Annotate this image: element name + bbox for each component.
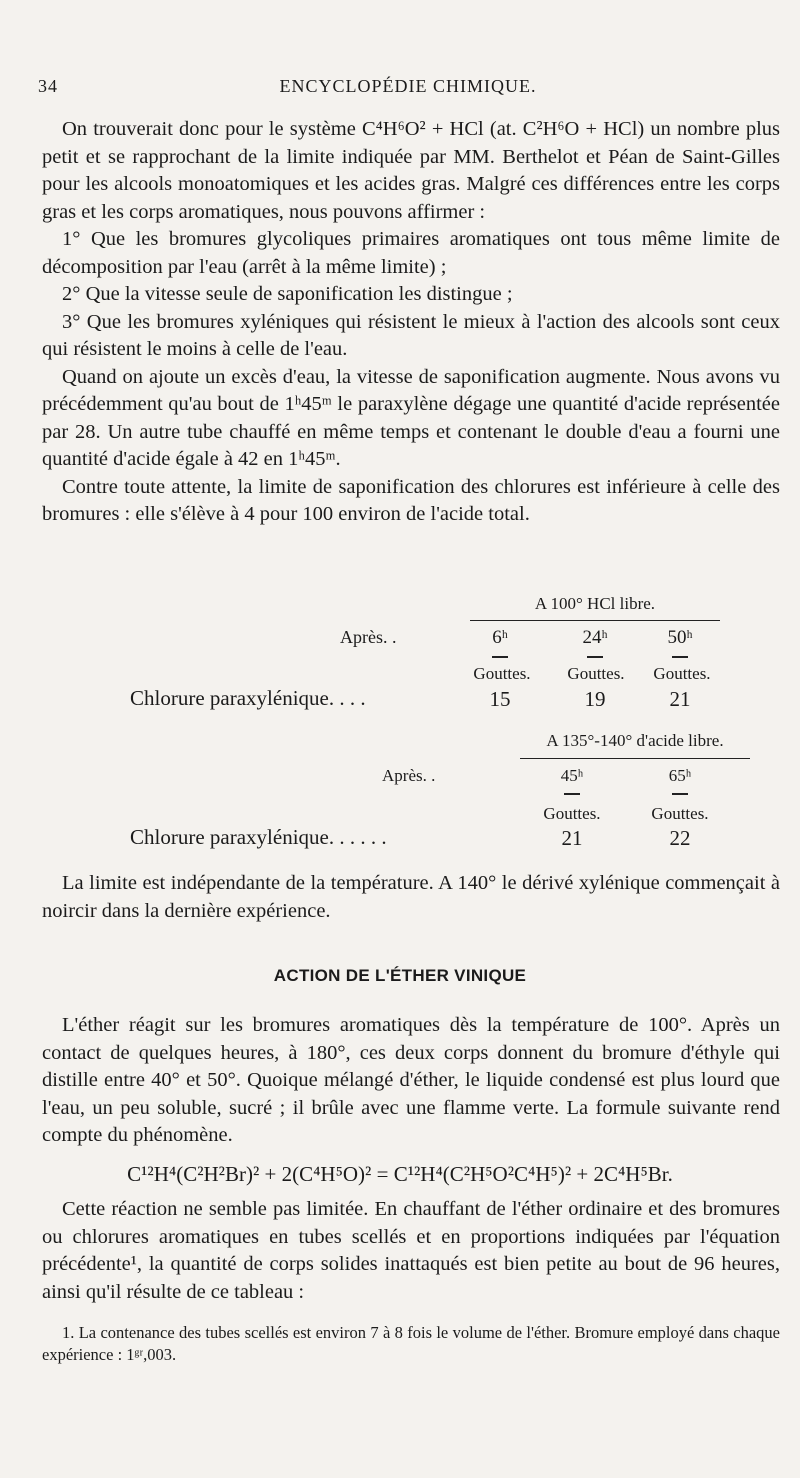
- footnote: [42, 1322, 780, 1366]
- row-label-apres: Après. .: [382, 766, 436, 785]
- unit-label: Gouttes.: [653, 664, 711, 683]
- body-text-last: [42, 1196, 780, 1306]
- row-label-apres: Après. .: [340, 627, 397, 647]
- paragraph: Contre toute attente, la limite de saponification des chlorures est inférieure à celle des bromures : elle s'élève à 4 pour 100 environ de l'acide total.: [42, 475, 780, 525]
- page-header: [38, 76, 778, 102]
- table-rule: [470, 620, 720, 621]
- unit-label: Gouttes.: [473, 664, 531, 683]
- body-text-top: [42, 116, 780, 529]
- time-header: 65ʰ: [668, 766, 692, 785]
- dash: [492, 656, 508, 658]
- table-value: 22: [669, 826, 691, 850]
- section-title: ACTION DE L'ÉTHER VINIQUE: [273, 966, 527, 985]
- unit-label: Gouttes.: [651, 804, 709, 823]
- footnote-text: 1. La contenance des tubes scellés est environ 7 à 8 fois le volume de l'éther. Bromure employé dans chaque expérience : 1ᵍʳ,003.: [42, 1323, 780, 1364]
- page-number: 34: [38, 76, 58, 96]
- body-text-ether: [42, 1012, 780, 1150]
- chemical-formula: C¹²H⁴(C²H²Br)² + 2(C⁴H⁵O)² = C¹²H⁴(C²H⁵O²C⁴H⁵)² + 2C⁴H⁵Br.: [127, 1162, 673, 1186]
- unit-label: Gouttes.: [543, 804, 601, 823]
- time-header: 45ʰ: [560, 766, 584, 785]
- substance-label: Chlorure paraxylénique. . . .: [130, 686, 366, 710]
- paragraph: Quand on ajoute un excès d'eau, la vitesse de saponification augmente. Nous avons vu précédemment qu'au bout de 1ʰ45ᵐ le paraxylène dégage une quantité d'acide représentée par 28. Un autre tube chauffé en même temps et contenant le double d'eau a fourni une quantité d'acide égale à 42 en 1ʰ45ᵐ.: [42, 365, 780, 470]
- paragraph: 3° Que les bromures xyléniques qui résistent le mieux à l'action des alcools sont ceux qui résistent le moins à celle de l'eau.: [42, 310, 780, 360]
- table-value: 19: [584, 687, 606, 711]
- paragraph: On trouverait donc pour le système C⁴H⁶O² + HCl (at. C²H⁶O + HCl) un nombre plus petit et se rapprochant de la limite indiquée par MM. Berthelot et Péan de Saint-Gilles pour les alcools monoatomiques et les acides gras. Malgré ces différences entre les corps gras et les corps aromatiques, nous pouvons affirmer :: [42, 118, 780, 223]
- paragraph: Cette réaction ne semble pas limitée. En chauffant de l'éther ordinaire et des bromures ou chlorures aromatiques en tubes scellés et en proportions indiquées par l'équation précédente¹, la quantité de corps solides inattaqués est bien petite au bout de 96 heures, ainsi qu'il résulte de ce tableau :: [42, 1198, 780, 1303]
- time-header: 50ʰ: [667, 627, 693, 648]
- dash: [564, 793, 580, 795]
- time-header: 24ʰ: [582, 627, 608, 648]
- running-title: ENCYCLOPÉDIE CHIMIQUE.: [279, 76, 537, 96]
- paragraph: L'éther réagit sur les bromures aromatiques dès la température de 100°. Après un contact de quelques heures, à 180°, ces deux corps donnent du bromure d'éthyle qui distille entre 40° et 50°. Quoique mélangé d'éther, le liquide condensé est plus lourd que l'eau, un peu soluble, sucré ; il brûle avec une flamme verte. La formule suivante rend compte du phénomène.: [42, 1014, 780, 1146]
- table-rule: [520, 758, 750, 759]
- unit-label: Gouttes.: [567, 664, 625, 683]
- dash: [672, 793, 688, 795]
- table-value: 21: [669, 687, 691, 711]
- time-header: 6ʰ: [492, 627, 508, 648]
- table-heading: A 135°-140° d'acide libre.: [546, 731, 724, 750]
- dash: [587, 656, 603, 658]
- substance-label: Chlorure paraxylénique. . . . . .: [130, 825, 387, 849]
- body-text-mid: [42, 870, 780, 925]
- paragraph: 2° Que la vitesse seule de saponification les distingue ;: [62, 283, 513, 305]
- table-value: 15: [489, 687, 511, 711]
- dash: [672, 656, 688, 658]
- paragraph: La limite est indépendante de la température. A 140° le dérivé xylénique commençait à noircir dans la dernière expérience.: [42, 872, 780, 922]
- table-value: 21: [561, 826, 583, 850]
- paragraph: 1° Que les bromures glycoliques primaires aromatiques ont tous même limite de décomposition par l'eau (arrêt à la même limite) ;: [42, 228, 780, 278]
- table-heading: A 100° HCl libre.: [534, 594, 656, 613]
